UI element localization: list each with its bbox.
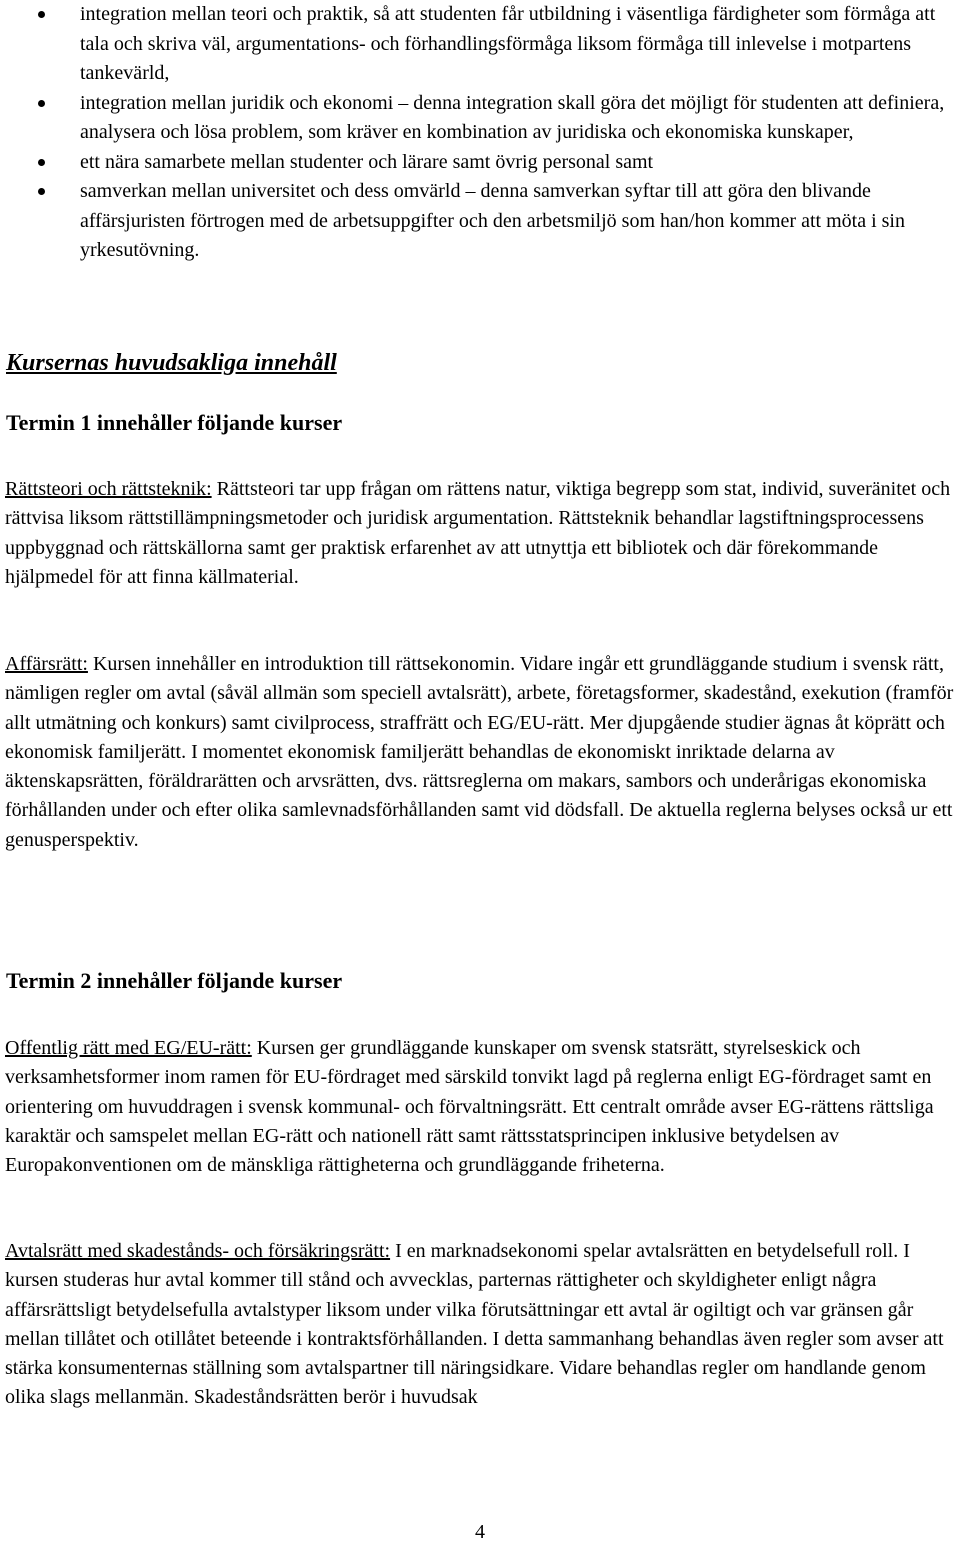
course-text: Rättsteori tar upp frågan om rättens natur, viktiga begrepp som stat, individ, suveränitet och rättvisa liksom rättstillämpningsmetoder och juridisk argumentation. Rättsteknik behandlar lagstiftningsprocessens uppbyggnad och rättskällorna samt ger praktisk erfarenhet av att utnyttja ett bibliotek och där förekommande hjälpmedel för att finna källmaterial. — [5, 478, 951, 588]
bullet-text: ett nära samarbete mellan studenter och lärare samt övrig personal samt — [80, 150, 654, 173]
section-heading: Kursernas huvudsakliga innehåll — [6, 350, 337, 376]
bullet-item — [0, 177, 960, 266]
bullet-text: integration mellan juridik och ekonomi – denna integration skall göra det möjligt för studenten att definiera, analysera och lösa problem, som kräver en kombination av juridiska och ekonomiska kunskaper, — [80, 91, 945, 143]
course-name: Rättsteori och rättsteknik: — [5, 478, 212, 500]
course-text: Kursen ger grundläggande kunskaper om svensk statsrätt, styrelseskick och verksamhetsformer inom ramen för EU-fördraget med särskild tonvikt lagd på reglerna enligt EG-fördraget samt en orientering om huvuddragen i svensk kommunal- och förvaltningsrätt. Ett centralt område avser EG-rättens rättsliga karaktär och samspelet mellan EG-rätt och nationell rätt samt rättsstatsprincipen inklusive betydelsen av Europakonventionen om de mänskliga rättigheterna och grundläggande friheterna. — [5, 1037, 934, 1177]
course-paragraph — [5, 650, 957, 855]
course-name: Offentlig rätt med EG/EU-rätt: — [5, 1037, 252, 1059]
bullet-icon — [38, 100, 45, 107]
term2-heading: Termin 2 innehåller följande kurser — [6, 968, 343, 993]
bullet-item — [0, 89, 960, 148]
bullet-text: samverkan mellan universitet och dess omvärld – denna samverkan syftar till att göra den blivande affärsjuristen förtrogen med de arbetsuppgifter och den arbetsmiljö som han/hon kommer att möta i sin yrkesutövning. — [80, 180, 905, 261]
course-text: Kursen innehåller en introduktion till rättsekonomin. Vidare ingår ett grundläggande studium i svensk rätt, nämligen regler om avtal (såväl allmän som speciell avtalsrätt), arbete, företagsformer, skadestånd, exekution (framför allt utmätning och konkurs) samt civilprocess, straffrätt och EG/EU-rätt. Mer djupgående studier ägnas åt köprätt och ekonomisk familjerätt. I momentet ekonomisk familjerätt behandlas de ekonomiskt inriktade delarna av äktenskapsrätten, föräldrarätten och arvsrätten, dvs. rättsreglerna om makars, sambors och underårigas ekonomiska förhållanden under och efter olika samlevnadsförhållanden samt vid dödsfall. De aktuella reglerna belyses också ur ett genusperspektiv. — [5, 653, 954, 851]
bullet-item — [0, 148, 960, 178]
course-paragraph — [5, 475, 957, 592]
course-name: Avtalsrätt med skadestånds- och försäkringsrätt: — [5, 1240, 391, 1262]
term1-heading: Termin 1 innehåller följande kurser — [6, 410, 343, 435]
bullet-icon — [38, 11, 45, 18]
course-name: Affärsrätt: — [5, 653, 88, 675]
bullet-item — [0, 0, 960, 89]
course-paragraph — [5, 1034, 957, 1180]
bullet-icon — [38, 159, 45, 166]
course-text: I en marknadsekonomi spelar avtalsrätten en betydelsefull roll. I kursen studeras hur avtal kommer till stånd och avvecklas, parternas rättigheter och skyldigheter enligt några affärsrättsligt betydelsefulla avtalstyper liksom under vilka förutsättningar ett avtal är ogiltigt och var gränsen går mellan tillåtet och otillåtet beteende i kontraktsförhållanden. I detta sammanhang behandlas även regler som avser att stärka konsumenternas ställning som avtalspartner till näringsidkare. Vidare behandlas regler om handlande genom olika slags mellanmän. Skadeståndsrätten berör i huvudsak — [5, 1240, 944, 1409]
course-paragraph — [5, 1237, 957, 1413]
bullet-text: integration mellan teori och praktik, så att studenten får utbildning i väsentliga färdigheter som förmåga att tala och skriva väl, argumentations- och förhandlingsförmåga liksom förmåga till inlevelse i motpartens tankevärld, — [80, 3, 936, 84]
bullet-icon — [38, 188, 45, 195]
bullet-list — [0, 0, 960, 266]
page-number: 4 — [475, 1521, 485, 1543]
